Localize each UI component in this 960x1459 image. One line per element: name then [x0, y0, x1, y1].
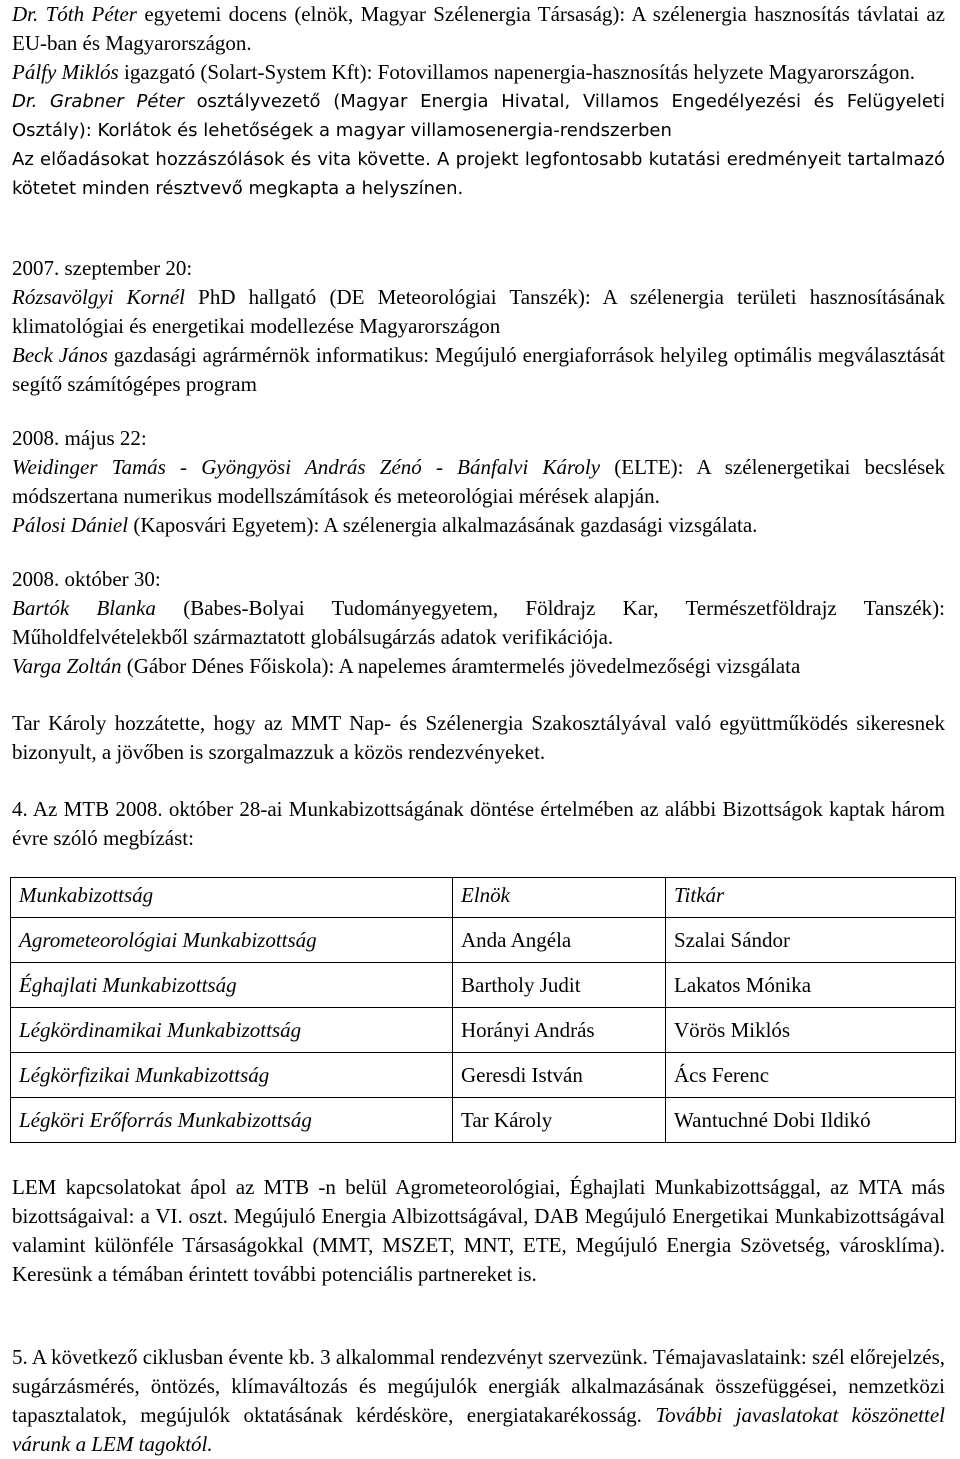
lecture-item [12, 652, 945, 681]
lecture-text: PhD hallgató (DE Meteorológiai Tanszék): A szélenergia területi hasznosításának klimatológiai és energetikai modellezése Magyarországon [12, 285, 945, 338]
lecture-item [12, 283, 945, 341]
column-header: Titkár [666, 878, 956, 918]
table-row [11, 1098, 956, 1143]
lem-relations-paragraph: LEM kapcsolatokat ápol az MTB -n belül Agrometeorológiai, Éghajlati Munkabizottsággal, az MTA más bizottságaival: a VI. oszt. Megújuló Energia Albizottságával, DAB Megújuló Energetikai Munkabizottságával valamint különféle Társaságokkal (MMT, MSZET, MNT, ETE, Megújuló Energia Szövetség, városklíma). Keresünk a témában érintett további potenciális partnereket is. [12, 1175, 945, 1286]
lecture-item [12, 511, 945, 540]
speaker-name: Dr. Grabner Péter [12, 91, 184, 112]
lecture-item [12, 594, 945, 652]
secretary-name: Vörös Miklós [666, 1008, 956, 1053]
event-2008-05-22 [12, 424, 945, 540]
lecture-item [12, 0, 945, 58]
column-header: Munkabizottság [11, 878, 453, 918]
lecture-text: (Gábor Dénes Főiskola): A napelemes áramtermelés jövedelmezőségi vizsgálata [121, 654, 801, 678]
lecture-text: (ELTE): A szélenergetikai becslések módszertana numerikus modellszámítások és meteorológiai mérések alapján. [12, 455, 945, 508]
lecture-text: egyetemi docens (elnök, Magyar Szélenergia Társaság): A szélenergia hasznosítás távlatai az EU-ban és Magyarországon. [12, 2, 946, 55]
section-5-text: 5. A következő ciklusban évente kb. 3 alkalommal rendezvényt szervezünk. Témajavaslataink: szél előrejelzés, sugárzásmérés, öntözés, klímaváltozás és megújulók energiák alkalmazásának összefüggései, nemzetközi tapasztalatok, megújulók oktatásának kérdésköre, energiatakarékosság. [12, 1345, 945, 1427]
speaker-name: Varga Zoltán [12, 654, 122, 678]
event-date: 2008. május 22: [12, 426, 147, 450]
lecture-item [12, 453, 945, 511]
lecture-item [12, 58, 945, 87]
lecture-list-block [12, 0, 945, 203]
speaker-name: Pálfy Miklós [12, 60, 119, 84]
section-4-paragraph: 4. Az MTB 2008. október 28-ai Munkabizottságának döntése értelmében az alábbi Bizottságok kaptak három évre szóló megbízást: [12, 797, 945, 850]
event-2008-10-30 [12, 565, 945, 681]
committee-name: Légkörfizikai Munkabizottság [11, 1053, 453, 1098]
speaker-name: Beck János [12, 343, 108, 367]
column-header: Elnök [453, 878, 666, 918]
table-row [11, 1008, 956, 1053]
speaker-name: Weidinger Tamás - Gyöngyösi András Zénó - Bánfalvi Károly [12, 455, 601, 479]
committee-name: Légköri Erőforrás Munkabizottság [11, 1098, 453, 1143]
committees-table [10, 877, 956, 1143]
chair-name: Bartholy Judit [453, 963, 666, 1008]
table-row [11, 963, 956, 1008]
lecture-text: osztályvezető (Magyar Energia Hivatal, Villamos Engedélyezési és Felügyeleti Osztály): Korlátok és lehetőségek a magyar villamosenergia-rendszerben [12, 91, 945, 141]
table-row [11, 918, 956, 963]
event-date: 2008. október 30: [12, 567, 161, 591]
committee-name: Agrometeorológiai Munkabizottság [11, 918, 453, 963]
lecture-item [12, 87, 945, 145]
committee-name: Éghajlati Munkabizottság [11, 963, 453, 1008]
closing-sentence: További javaslatokat köszönettel várunk a LEM tagoktól. [12, 1403, 945, 1456]
event-date: 2007. szeptember 20: [12, 256, 193, 280]
committee-name: Légkördinamikai Munkabizottság [11, 1008, 453, 1053]
speaker-name: Pálosi Dániel [12, 513, 129, 537]
lecture-text: gazdasági agrármérnök informatikus: Megújuló energiaforrások helyileg optimális megválasztását segítő számítógépes program [12, 343, 945, 396]
section-5-paragraph [12, 1343, 945, 1459]
chair-name: Anda Angéla [453, 918, 666, 963]
secretary-name: Szalai Sándor [666, 918, 956, 963]
chair-name: Horányi András [453, 1008, 666, 1053]
secretary-name: Ács Ferenc [666, 1053, 956, 1098]
chair-name: Tar Károly [453, 1098, 666, 1143]
lecture-text: (Kaposvári Egyetem): A szélenergia alkalmazásának gazdasági vizsgálata. [128, 513, 758, 537]
speaker-name: Bartók Blanka [12, 596, 156, 620]
table-header-row [11, 878, 956, 918]
secretary-name: Lakatos Mónika [666, 963, 956, 1008]
table-row [11, 1053, 956, 1098]
lecture-text: (Babes-Bolyai Tudományegyetem, Földrajz Kar, Természetföldrajz Tanszék): Műholdfelvételekből származtatott globálsugárzás adatok verifikációja. [12, 596, 945, 649]
lecture-summary: Az előadásokat hozzászólások és vita követte. A projekt legfontosabb kutatási eredményeit tartalmazó kötetet minden résztvevő megkapta a helyszínen. [12, 149, 945, 199]
speaker-name: Dr. Tóth Péter [12, 2, 137, 26]
cooperation-paragraph: Tar Károly hozzátette, hogy az MMT Nap- és Szélenergia Szakosztályával való együttműködés sikeresnek bizonyult, a jövőben is szorgalmazzuk a közös rendezvényeket. [12, 711, 945, 764]
event-2007-09-20 [12, 254, 945, 399]
lecture-item [12, 341, 945, 399]
lecture-text: igazgató (Solart-System Kft): Fotovillamos napenergia-hasznosítás helyzete Magyarországon. [118, 60, 915, 84]
chair-name: Geresdi István [453, 1053, 666, 1098]
secretary-name: Wantuchné Dobi Ildikó [666, 1098, 956, 1143]
speaker-name: Rózsavölgyi Kornél [12, 285, 185, 309]
